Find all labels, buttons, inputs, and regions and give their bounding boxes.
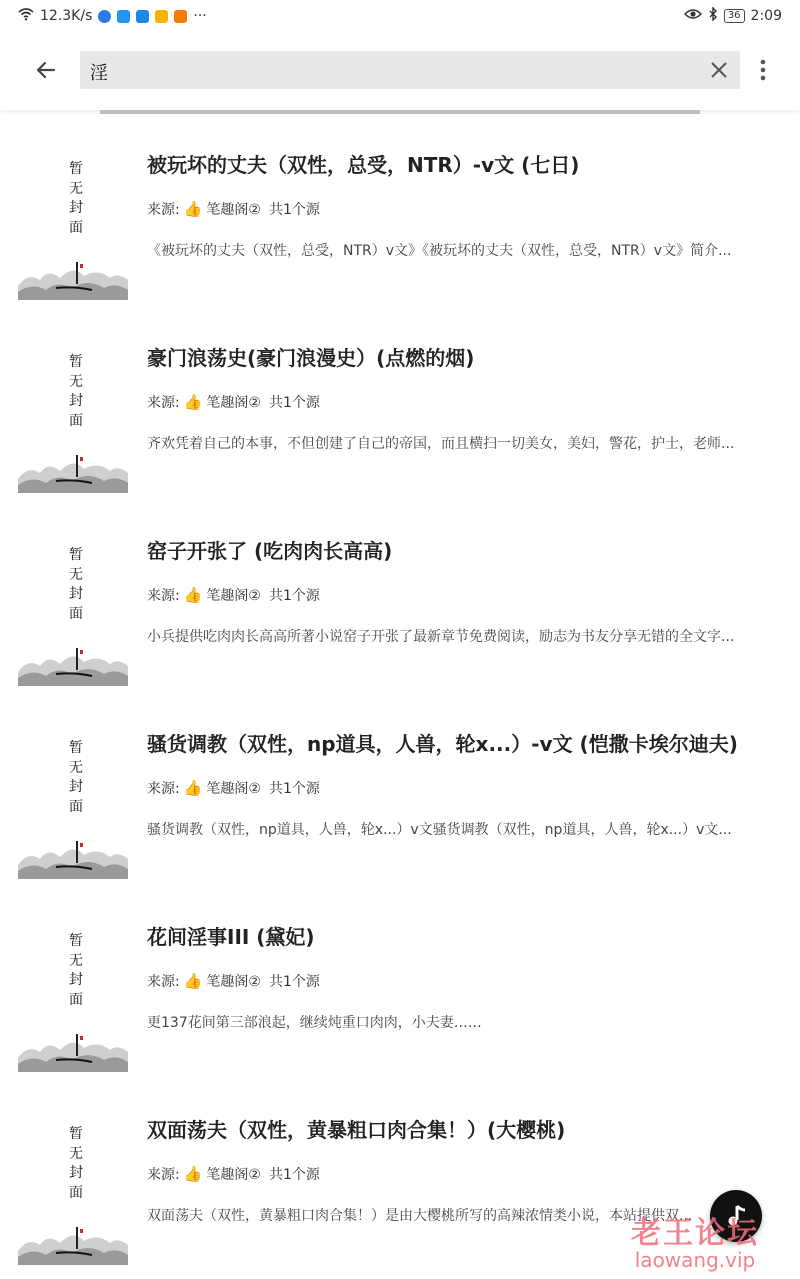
book-cover[interactable] bbox=[18, 148, 128, 300]
list-item[interactable] bbox=[0, 697, 800, 890]
book-description: 双面荡夫（双性，黄暴粗口肉合集！）是由大樱桃所写的高辣浓情类小说，本站提供双... bbox=[147, 1208, 693, 1224]
battery-icon: 36 bbox=[724, 9, 745, 23]
search-query-text[interactable]: 淫 bbox=[90, 63, 108, 84]
thumbs-up-icon: 👍 bbox=[183, 586, 203, 604]
app-icon-2 bbox=[117, 10, 130, 23]
cover-placeholder-text: 暂 无 封 面 bbox=[69, 161, 83, 236]
book-source: 来源: 👍 笔趣阁② 共1个源 bbox=[147, 972, 320, 990]
back-button[interactable] bbox=[28, 52, 64, 88]
thumbs-up-icon: 👍 bbox=[183, 972, 203, 990]
network-speed: 12.3K/s bbox=[40, 8, 93, 24]
book-title[interactable]: 窑子开张了 (吃肉肉长高高) bbox=[147, 539, 393, 563]
bluetooth-icon bbox=[708, 7, 718, 25]
landscape-illustration bbox=[18, 1223, 128, 1265]
arrow-left-icon bbox=[34, 58, 58, 82]
thumbs-up-icon: 👍 bbox=[183, 779, 203, 797]
book-source: 来源: 👍 笔趣阁② 共1个源 bbox=[147, 1165, 320, 1183]
landscape-illustration bbox=[18, 1030, 128, 1072]
book-source: 来源: 👍 笔趣阁② 共1个源 bbox=[147, 200, 320, 218]
app-icon-1 bbox=[98, 10, 111, 23]
book-description: 《被玩坏的丈夫（双性，总受，NTR）v文》《被玩坏的丈夫（双性，总受，NTR）v文》简介... bbox=[147, 243, 732, 259]
more-options-button[interactable] bbox=[748, 52, 778, 88]
loading-progress-bar bbox=[100, 110, 700, 114]
eye-icon bbox=[684, 8, 702, 24]
cover-placeholder-text: 暂 无 封 面 bbox=[69, 547, 83, 622]
list-item[interactable] bbox=[0, 890, 800, 1083]
app-icon-3 bbox=[136, 10, 149, 23]
list-item[interactable] bbox=[0, 311, 800, 504]
book-cover[interactable] bbox=[18, 727, 128, 879]
book-cover[interactable] bbox=[18, 920, 128, 1072]
book-title[interactable]: 被玩坏的丈夫（双性，总受，NTR）-v文 (七日) bbox=[147, 153, 580, 177]
book-source: 来源: 👍 笔趣阁② 共1个源 bbox=[147, 393, 320, 411]
list-item[interactable] bbox=[0, 118, 800, 311]
book-cover[interactable] bbox=[18, 1113, 128, 1265]
more-vert-icon bbox=[760, 59, 766, 81]
book-description: 小兵提供吃肉肉长高高所著小说窑子开张了最新章节免费阅读，励志为书友分享无错的全文字... bbox=[147, 629, 735, 645]
more-notifications-icon: ··· bbox=[193, 8, 207, 24]
book-title[interactable]: 花间淫事III (黛妃) bbox=[147, 925, 315, 949]
search-result-list bbox=[0, 118, 800, 1276]
book-cover[interactable] bbox=[18, 534, 128, 686]
book-description: 骚货调教（双性，np道具，人兽，轮x...）v文骚货调教（双性，np道具，人兽，轮x...）v文... bbox=[147, 822, 732, 838]
thumbs-up-icon: 👍 bbox=[183, 393, 203, 411]
book-source: 来源: 👍 笔趣阁② 共1个源 bbox=[147, 779, 320, 797]
wifi-icon bbox=[18, 7, 34, 25]
cover-placeholder-text: 暂 无 封 面 bbox=[69, 740, 83, 815]
watermark: 老王论坛 laowang.vip bbox=[631, 1216, 759, 1272]
book-description: 更137花间第三部浪起，继续炖重口肉肉，小夫妻…… bbox=[147, 1015, 482, 1031]
cover-placeholder-text: 暂 无 封 面 bbox=[69, 1126, 83, 1201]
search-toolbar bbox=[0, 32, 800, 110]
thumbs-up-icon: 👍 bbox=[183, 1165, 203, 1183]
book-description: 齐欢凭着自己的本事，不但创建了自己的帝国，而且横扫一切美女，美妇，警花，护士，老师... bbox=[147, 436, 735, 452]
search-input[interactable] bbox=[80, 51, 740, 89]
close-icon bbox=[710, 61, 728, 79]
landscape-illustration bbox=[18, 837, 128, 879]
book-source: 来源: 👍 笔趣阁② 共1个源 bbox=[147, 586, 320, 604]
landscape-illustration bbox=[18, 451, 128, 493]
book-title[interactable]: 骚货调教（双性，np道具，人兽，轮x...）-v文 (恺撒卡埃尔迪夫) bbox=[147, 732, 738, 756]
landscape-illustration bbox=[18, 258, 128, 300]
book-cover[interactable] bbox=[18, 341, 128, 493]
app-icon-4 bbox=[155, 10, 168, 23]
list-item[interactable] bbox=[0, 504, 800, 697]
app-icon-5 bbox=[174, 10, 187, 23]
clock: 2:09 bbox=[750, 8, 782, 24]
status-bar bbox=[0, 0, 800, 32]
landscape-illustration bbox=[18, 644, 128, 686]
cover-placeholder-text: 暂 无 封 面 bbox=[69, 354, 83, 429]
cover-placeholder-text: 暂 无 封 面 bbox=[69, 933, 83, 1008]
clear-search-button[interactable] bbox=[704, 55, 734, 85]
book-title[interactable]: 豪门浪荡史(豪门浪漫史）(点燃的烟) bbox=[147, 346, 475, 370]
thumbs-up-icon: 👍 bbox=[183, 200, 203, 218]
book-title[interactable]: 双面荡夫（双性，黄暴粗口肉合集！）(大樱桃) bbox=[147, 1118, 566, 1142]
